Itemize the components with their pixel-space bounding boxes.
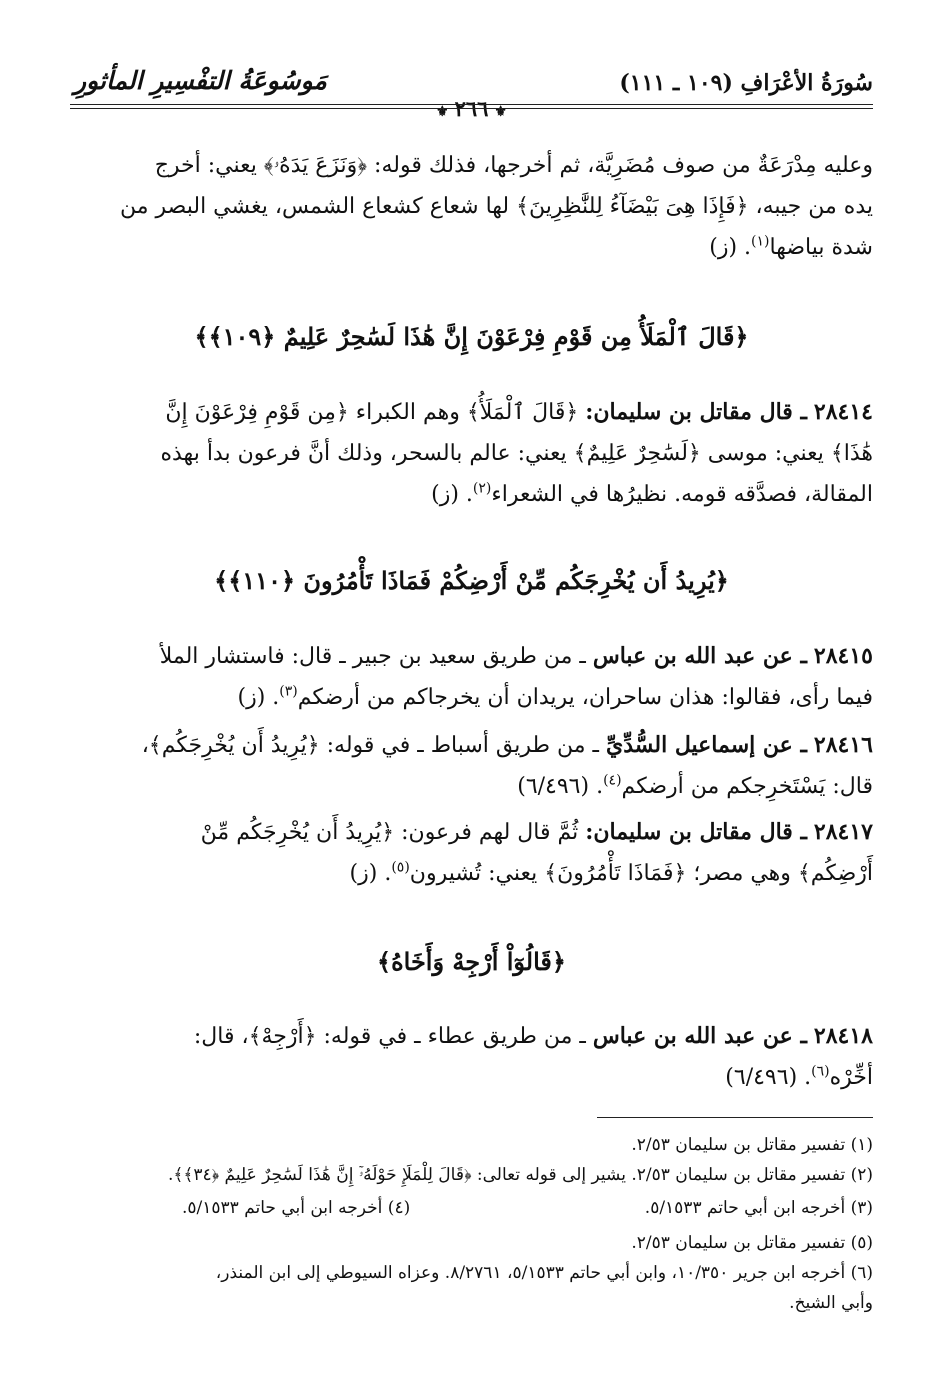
text-line: ٢٨٤١٧ ـ قال مقاتل بن سليمان: ثُمَّ قال لهم فرعون: ﴿يُرِيدُ أَن يُخْرِجَكُم مِّنْ — [200, 819, 873, 845]
entry-number: ٢٨٤١٧ — [813, 819, 873, 845]
entry-28415 — [70, 636, 873, 718]
text-line: ٢٨٤١٤ ـ قال مقاتل بن سليمان: ﴿قَالَ ٱلْمَلَأُ﴾ وهم الكبراء ﴿مِن قَوْمِ فِرْعَوْنَ إِنَّ — [165, 399, 873, 425]
text-line: شدة بياضها$^{(١)}$. (ز) — [709, 233, 873, 260]
entry-number: ٢٨٤١٦ — [813, 732, 873, 758]
footnote-6-continued: وأبي الشيخ. — [789, 1293, 873, 1313]
footnote-ref: (٥) — [391, 859, 410, 876]
footnote-1: (١) تفسير مقاتل بن سليمان ٢/٥٣. — [631, 1135, 873, 1155]
entry-source: ـ قال مقاتل بن سليمان: — [585, 399, 807, 425]
text-line: ٢٨٤١٦ ـ عن إسماعيل السُّدِّيِّ ـ من طريق أسباط ـ في قوله: ﴿يُرِيدُ أَن يُخْرِجَكُم﴾، — [141, 732, 873, 758]
text-line: قال: يَسْتَخرِجكم من أرضكم$^{(٤)}$. (٦/٤٩٦) — [517, 772, 873, 799]
footnotes-lower — [70, 1228, 873, 1318]
entry-number: ٢٨٤١٤ — [813, 399, 873, 425]
entry-28416 — [70, 725, 873, 807]
book-title: مَوسُوعَةُ التفْسِيرِ المأثورِ — [74, 66, 327, 95]
entry-28418 — [70, 1016, 873, 1098]
footnote-3: (٣) أخرجه ابن أبي حاتم ٥/١٥٣٣. — [644, 1198, 873, 1218]
entry-number: ٢٨٤١٥ — [813, 643, 873, 669]
footnote-rule — [597, 1117, 873, 1118]
ornament-icon: ⚜ — [436, 104, 449, 120]
entry-source: ـ عن عبد الله بن عباس — [592, 643, 807, 669]
footnote-2: (٢) تفسير مقاتل بن سليمان ٢/٥٣. يشير إلى قوله تعالى: ﴿قَالَ لِلْمَلَإِ حَوْلَهُۥٓ إِنَّ هَٰذَا لَسَٰحِرٌ عَلِيمٌ ﴿٣٤﴾﴾. — [167, 1165, 873, 1185]
entry-number: ٢٨٤١٨ — [813, 1023, 873, 1049]
text-line: وعليه مِدْرَعَةٌ من صوف مُضَرِيَّة، ثم أخرجها، فذلك قوله: ﴿وَنَزَعَ يَدَهُۥ﴾ يعني: أخرج — [154, 153, 873, 178]
footnote-ref: (٣) — [279, 683, 298, 700]
opening-paragraph — [70, 145, 873, 268]
quran-verse-109: ﴿قَالَ ٱلْمَلَأُ مِن قَوْمِ فِرْعَوْنَ إِنَّ هَٰذَا لَسَٰحِرٌ عَلِيمٌ ﴿١٠٩﴾﴾ — [194, 322, 749, 351]
quran-verse-111: ﴿قَالُوٓاْ أَرْجِهْ وَأَخَاهُ﴾ — [377, 947, 566, 976]
footnote-ref: (٢) — [472, 480, 492, 497]
text-line: المقالة، فصدَّقه قومه. نظيرُها في الشعراء$^{(٢)}$. (ز) — [431, 480, 873, 507]
ornament-icon: ⚜ — [494, 104, 507, 120]
page-number: ٢٦٦ — [454, 96, 489, 121]
footnote-ref: (١) — [751, 233, 770, 250]
entry-source: ـ عن إسماعيل السُّدِّيِّ — [606, 732, 807, 758]
text-line: هَٰذَا﴾ يعني: موسى ﴿لَسَٰحِرٌ عَلِيمٌ﴾ يعني: عالم بالسحر، وذلك أنَّ فرعون بدأ بهذه — [160, 441, 873, 466]
entry-28414 — [70, 392, 873, 515]
text-line: فيما رأى، فقالوا: هذان ساحران، يريدان أن يخرجاكم من أرضكم$^{(٣)}$. (ز) — [237, 683, 873, 710]
footnote-5: (٥) تفسير مقاتل بن سليمان ٢/٥٣. — [631, 1233, 873, 1253]
text-line: أخِّرْه$^{(٦)}$. (٦/٤٩٦) — [725, 1063, 873, 1090]
entry-source: ـ قال مقاتل بن سليمان: — [585, 819, 807, 845]
footnotes — [70, 1130, 873, 1190]
header-rule-secondary — [70, 108, 873, 109]
text-line: يده من جيبه، ﴿فَإِذَا هِىَ بَيْضَآءُ لِلنَّٰظِرِينَ﴾ لها شعاع كشعاع الشمس، يغشي البصر من — [119, 194, 873, 219]
footnote-ref: (٦) — [811, 1063, 830, 1080]
text-line: ٢٨٤١٥ ـ عن عبد الله بن عباس ـ من طريق سعيد بن جبير ـ قال: فاستشار الملأ — [159, 643, 873, 669]
entry-source: ـ عن عبد الله بن عباس — [592, 1023, 807, 1049]
footnote-4: (٤) أخرجه ابن أبي حاتم ٥/١٥٣٣. — [182, 1198, 411, 1218]
entry-28417 — [70, 812, 873, 894]
header-rule — [70, 104, 873, 105]
footnote-ref: (٤) — [603, 772, 622, 789]
text-line: ٢٨٤١٨ ـ عن عبد الله بن عباس ـ من طريق عطاء ـ في قوله: ﴿أَرْجِهْ﴾، قال: — [193, 1023, 873, 1049]
quran-verse-110: ﴿يُرِيدُ أَن يُخْرِجَكُم مِّنْ أَرْضِكُمْ فَمَاذَا تَأْمُرُونَ ﴿١١٠﴾﴾ — [214, 566, 729, 595]
footnote-6: (٦) أخرجه ابن جرير ١٠/٣٥٠، وابن أبي حاتم ٥/١٥٣٣، ٨/٢٧٦١. وعزاه السيوطي إلى ابن المنذر، — [215, 1263, 873, 1283]
surah-title: سُورَةُ الأعْرَافِ (١٠٩ ـ ١١١) — [619, 70, 873, 96]
text-line: أَرْضِكُم﴾ وهي مصر؛ ﴿فَمَاذَا تَأْمُرُونَ﴾ يعني: تُشيرون$^{(٥)}$. (ز) — [349, 859, 873, 886]
